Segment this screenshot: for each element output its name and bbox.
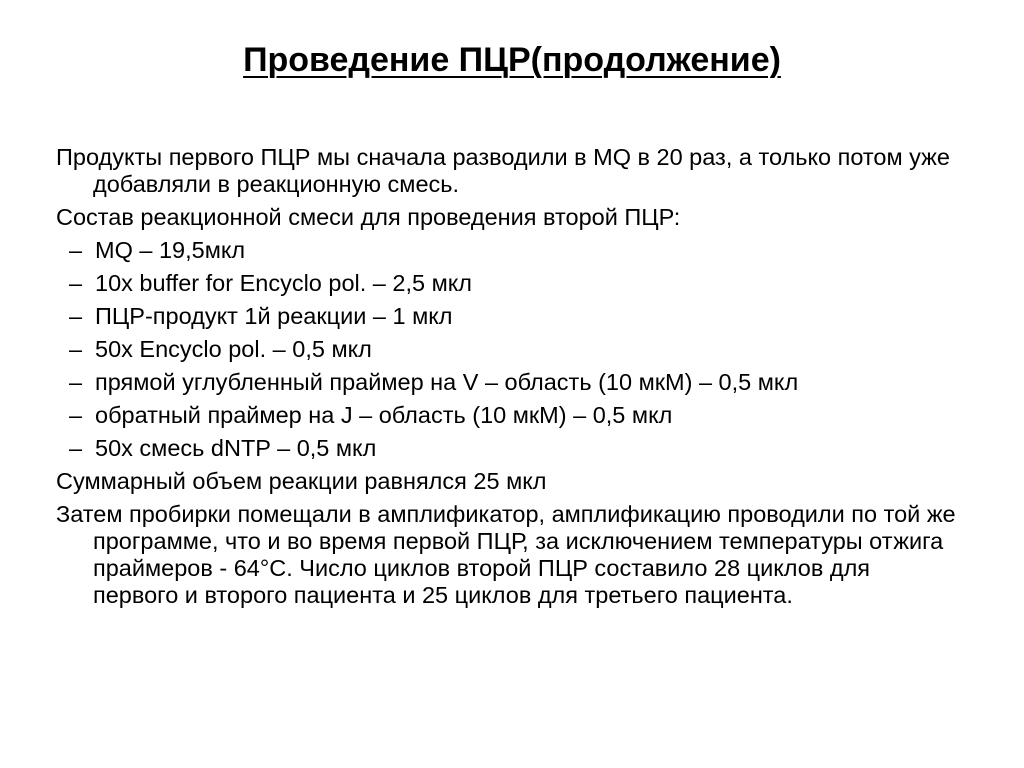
component-text: 50x Encyclo pol. – 0,5 мкл xyxy=(95,336,372,362)
bullet-dash: – xyxy=(69,303,83,329)
bullet-dash: – xyxy=(69,369,83,395)
component-item xyxy=(56,402,956,429)
component-text: прямой углубленный праймер на V – область (10 мкМ) – 0,5 мкл xyxy=(95,369,799,395)
component-item xyxy=(56,369,956,396)
slide-body xyxy=(56,144,956,615)
bullet-dash: – xyxy=(69,336,83,362)
component-text: MQ – 19,5мкл xyxy=(95,237,246,263)
component-item xyxy=(56,303,956,330)
paragraph-dilution: Продукты первого ПЦР мы сначала разводили в MQ в 20 раз, а только потом уже добавляли в реакционную смесь. xyxy=(56,144,950,197)
component-item xyxy=(56,237,956,264)
component-text: обратный праймер на J – область (10 мкМ) – 0,5 мкл xyxy=(95,402,673,428)
slide-title xyxy=(0,38,1024,82)
component-item xyxy=(56,435,956,462)
component-text: 50x смесь dNTP – 0,5 мкл xyxy=(95,435,377,461)
component-text: 10x buffer for Encyclo pol. – 2,5 мкл xyxy=(95,270,473,296)
bullet-dash: – xyxy=(69,435,83,461)
component-item xyxy=(56,336,956,363)
slide-title-text: Проведение ПЦР(продолжение) xyxy=(243,41,781,79)
component-item xyxy=(56,270,956,297)
bullet-dash: – xyxy=(69,402,83,428)
paragraph-mix-composition: Состав реакционной смеси для проведения второй ПЦР: xyxy=(56,204,681,230)
component-text: ПЦР-продукт 1й реакции – 1 мкл xyxy=(95,303,453,329)
bullet-dash: – xyxy=(69,237,83,263)
bullet-dash: – xyxy=(69,270,83,296)
paragraph-total-volume: Суммарный объем реакции равнялся 25 мкл xyxy=(56,468,547,494)
paragraph-amplification: Затем пробирки помещали в амплификатор, амплификацию проводили по той же программе, что и во время первой ПЦР, за исключением температуры отжига праймеров - 64°С. Число циклов второй ПЦР составило 28 циклов для первого и второго пациента и 25 циклов для третьего пациента. xyxy=(56,501,956,608)
